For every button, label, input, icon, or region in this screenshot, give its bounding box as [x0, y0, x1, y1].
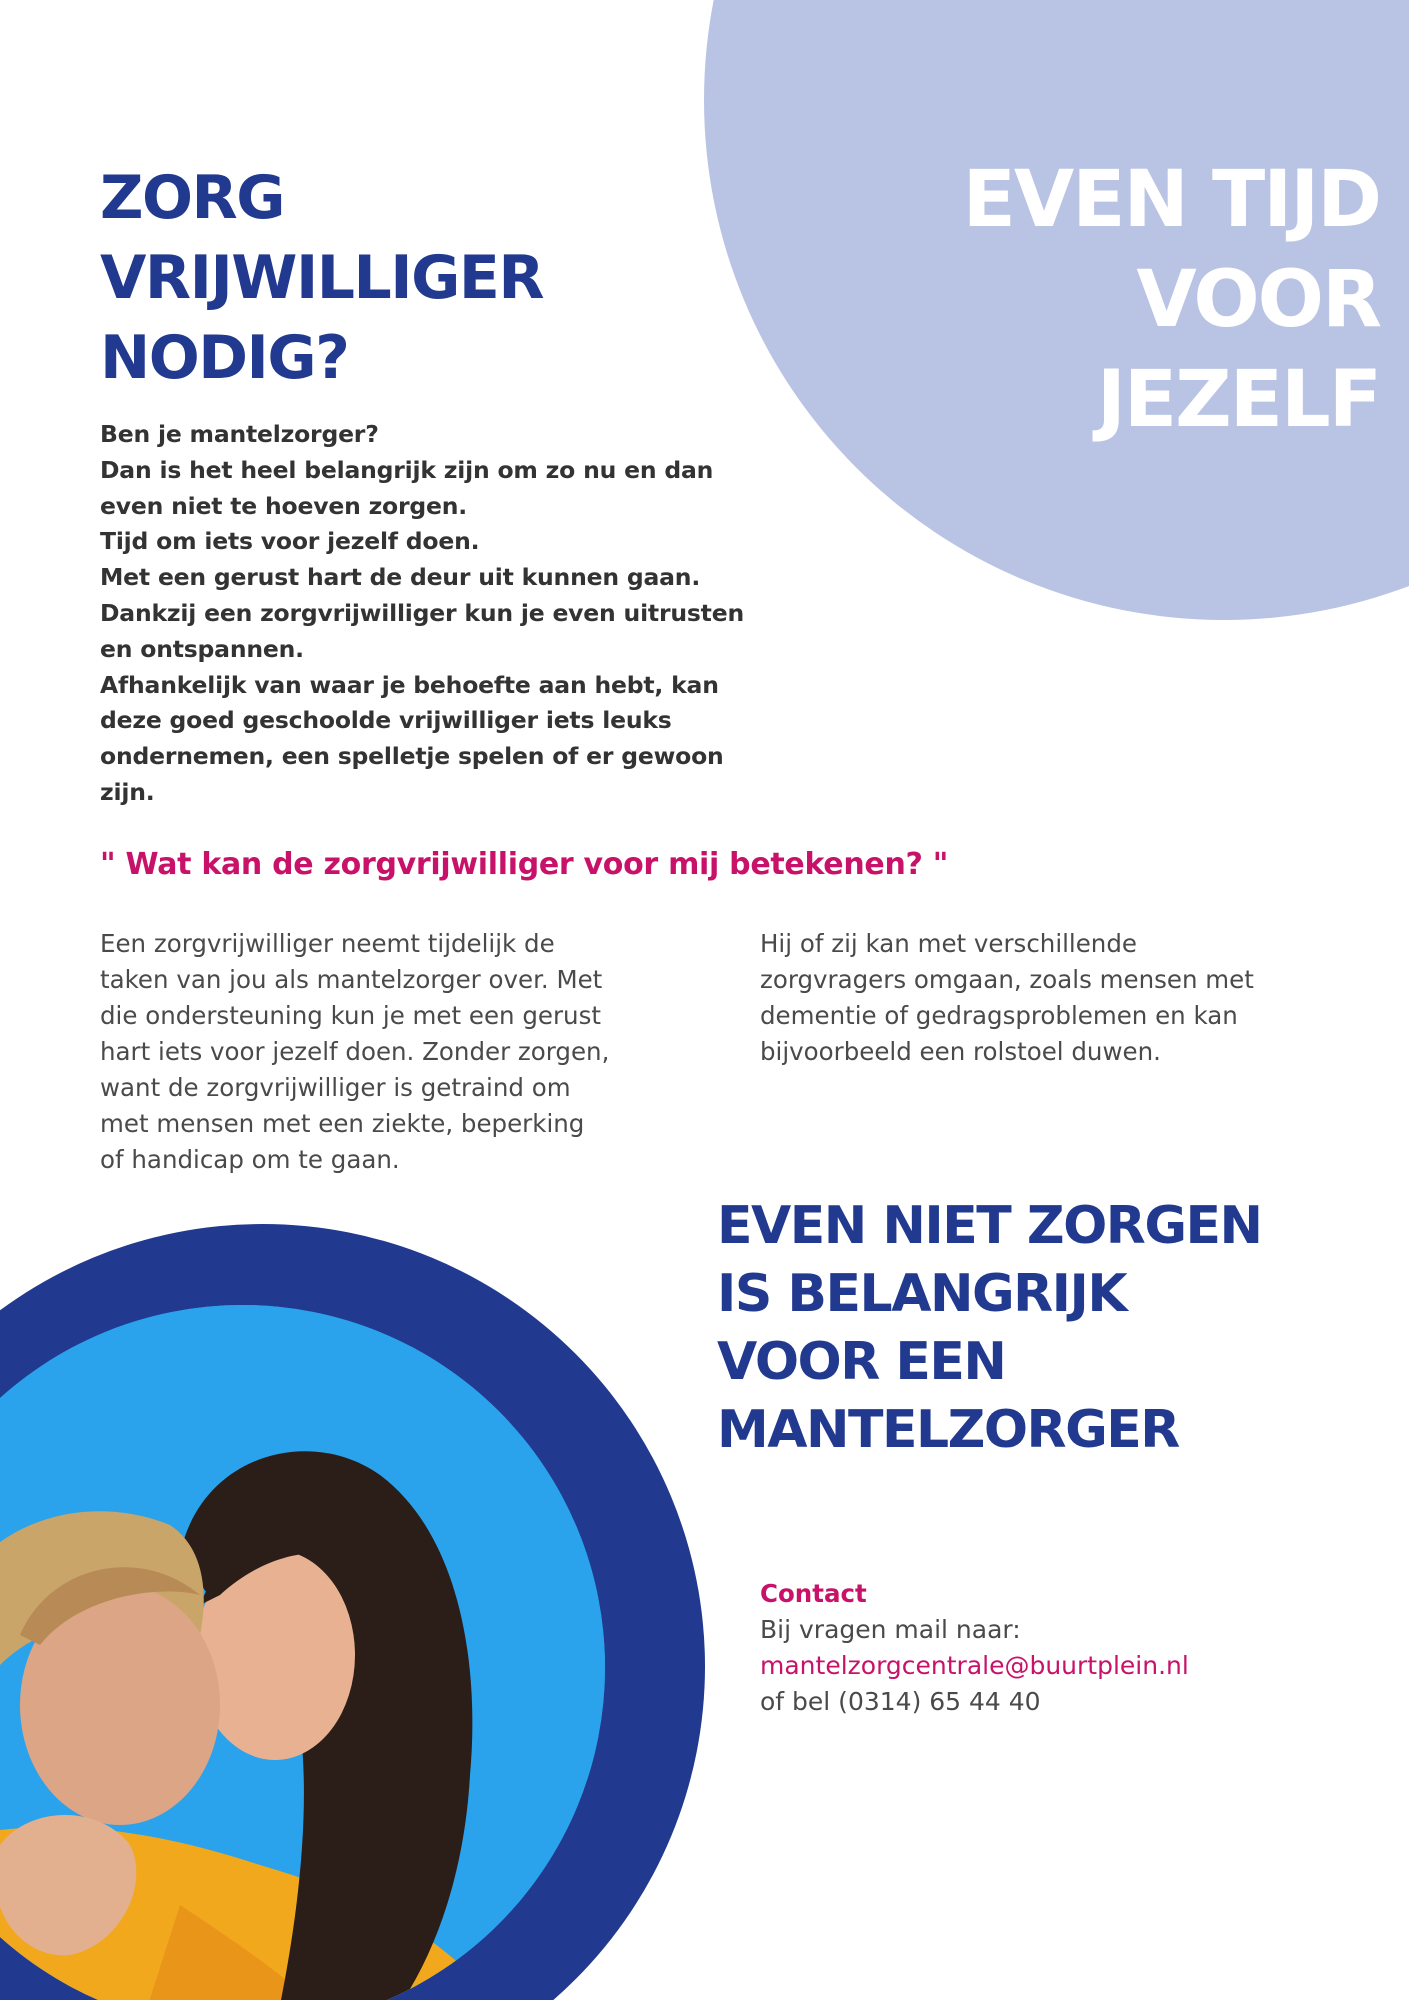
left-column-line: of handicap om te gaan.: [100, 1145, 400, 1174]
left-column-line: die ondersteuning kun je met een gerust: [100, 1001, 601, 1030]
contact-phone: of bel (0314) 65 44 40: [760, 1687, 1041, 1716]
circle-heading: [820, 150, 1380, 450]
intro-line: en ontspannen.: [100, 634, 304, 663]
left-column-line: Een zorgvrijwilliger neemt tijdelijk de: [100, 929, 555, 958]
slogan-line: EVEN NIET ZORGEN: [717, 1196, 1262, 1256]
intro-line: Ben je mantelzorger?: [100, 420, 379, 448]
contact-heading: Contact: [760, 1579, 867, 1608]
page-title-line: ZORG: [100, 163, 284, 233]
intro-paragraph: [100, 417, 780, 811]
intro-line: Dankzij een zorgvrijwilliger kun je even uitrusten: [100, 598, 744, 627]
intro-line: Afhankelijk van waar je behoefte aan hebt, kan: [100, 670, 719, 699]
quote-heading: " Wat kan de zorgvrijwilliger voor mij betekenen? ": [100, 847, 949, 882]
page-title: [100, 158, 700, 398]
circle-heading-line: VOOR: [1136, 255, 1380, 345]
intro-line: Met een gerust hart de deur uit kunnen gaan.: [100, 563, 701, 592]
right-column-line: dementie of gedragsproblemen en kan: [760, 1001, 1238, 1030]
circle-heading-line: JEZELF: [1096, 355, 1380, 445]
slogan-line: VOOR EEN: [717, 1332, 1006, 1392]
intro-line: Tijd om iets voor jezelf doen.: [100, 527, 480, 556]
slogan-line: IS BELANGRIJK: [717, 1264, 1127, 1324]
right-column-line: bijvoorbeeld een rolstoel duwen.: [760, 1037, 1161, 1066]
left-column-line: want de zorgvrijwilliger is getraind om: [100, 1073, 571, 1102]
left-column-line: met mensen met een ziekte, beperking: [100, 1109, 585, 1138]
contact-mail-intro: Bij vragen mail naar:: [760, 1615, 1021, 1644]
page-title-line: VRIJWILLIGER: [100, 243, 544, 313]
slogan-heading: [717, 1192, 1377, 1464]
intro-line: zijn.: [100, 777, 155, 806]
photo-illustration: [0, 1305, 605, 2000]
circle-heading-line: EVEN TIJD: [962, 155, 1380, 245]
intro-line: Dan is het heel belangrijk zijn om zo nu en dan: [100, 455, 714, 484]
intro-line: even niet te hoeven zorgen.: [100, 491, 468, 520]
left-column-line: taken van jou als mantelzorger over. Met: [100, 965, 603, 994]
intro-line: deze goed geschoolde vrijwilliger iets leuks: [100, 706, 672, 735]
right-column-line: Hij of zij kan met verschillende: [760, 929, 1137, 958]
right-column-line: zorgvragers omgaan, zoals mensen met: [760, 965, 1254, 994]
slogan-line: MANTELZORGER: [717, 1400, 1179, 1460]
intro-line: ondernemen, een spelletje spelen of er gewoon: [100, 742, 724, 771]
page-title-line: NODIG?: [100, 323, 349, 393]
contact-email-link[interactable]: mantelzorgcentrale@buurtplein.nl: [760, 1651, 1189, 1680]
photo-mother-daughter: [0, 1305, 605, 2000]
left-column-text: [100, 926, 660, 1178]
right-column-text: [760, 926, 1320, 1070]
contact-block: [760, 1576, 1360, 1720]
left-column-line: hart iets voor jezelf doen. Zonder zorgen,: [100, 1037, 610, 1066]
